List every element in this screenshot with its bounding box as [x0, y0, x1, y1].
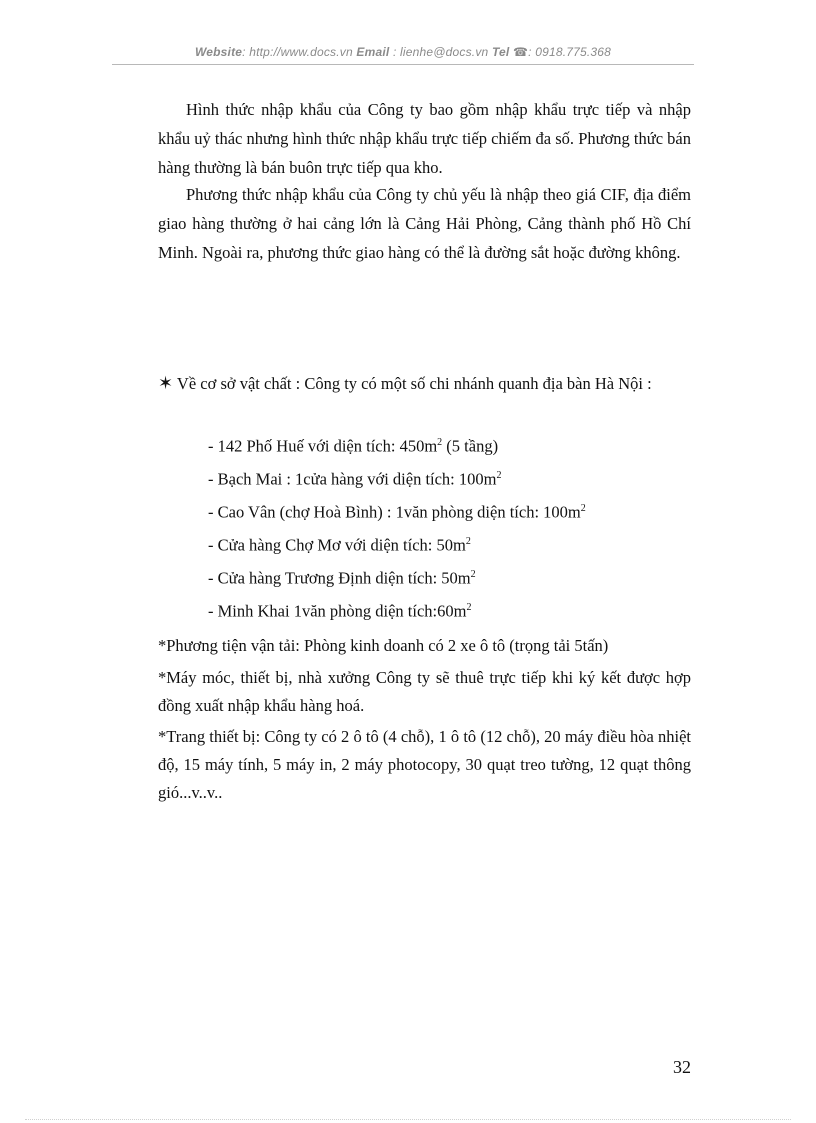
- facility-list: [208, 430, 586, 628]
- tel-label: Tel: [491, 45, 510, 59]
- phone-icon: ☎: [513, 45, 529, 59]
- list-item: - 142 Phố Huế với diện tích: $450m^2$ (5 tầng): [208, 436, 499, 456]
- website-label: Website: [194, 45, 243, 59]
- list-item: - Cao Vân (chợ Hoà Bình) : 1văn phòng diện tích: $100m^2$: [208, 502, 586, 522]
- tel-value: : 0918.775.368: [528, 45, 612, 59]
- header-divider: [112, 64, 694, 65]
- footer-divider: [25, 1119, 791, 1120]
- website-value[interactable]: : http://www.docs.vn: [242, 45, 353, 59]
- paragraph-import-methods: Phương thức nhập khẩu của Công ty chủ yếu là nhập theo giá CIF, địa điểm giao hàng thường ở hai cảng lớn là Cảng Hải Phòng, Cảng thành phố Hồ Chí Minh. Ngoài ra, phương thức giao hàng có thể là đường sắt hoặc đường không.: [158, 185, 691, 262]
- star-bullet-icon: ✶: [158, 373, 174, 393]
- note-machinery: *Máy móc, thiết bị, nhà xưởng Công ty sẽ thuê trực tiếp khi ký kết được hợp đồng xuất nhập khẩu hàng hoá.: [158, 668, 691, 715]
- page-number: 32: [673, 1057, 691, 1077]
- email-label: Email: [356, 45, 390, 59]
- paragraph-import-forms: Hình thức nhập khẩu của Công ty bao gồm nhập khẩu trực tiếp và nhập khẩu uỷ thác nhưng hình thức nhập khẩu trực tiếp chiếm đa số. Phương thức bán hàng thường là bán buôn trực tiếp qua kho.: [158, 100, 691, 177]
- list-item: - Minh Khai 1văn phòng diện $tích:60m^2$: [208, 601, 472, 621]
- list-item: - Cửa hàng Trương Định diện tích: $50m^2$: [208, 568, 476, 588]
- email-value[interactable]: : lienhe@docs.vn: [392, 45, 489, 59]
- list-item: - Bạch Mai : 1cửa hàng với diện tích: $100m^2$: [208, 469, 502, 489]
- list-item: - Cửa hàng Chợ Mơ với diện tích: $50m^2$: [208, 535, 471, 555]
- note-equipment: *Trang thiết bị: Công ty có 2 ô tô (4 chỗ), 1 ô tô (12 chỗ), 20 máy điều hòa nhiệt độ, 15 máy tính, 5 máy in, 2 máy photocopy, 30 quạt treo tường, 12 quạt thông gió...v..v..: [158, 727, 691, 802]
- note-transport: *Phương tiện vận tải: Phòng kinh doanh có 2 xe ô tô (trọng tải 5tấn): [158, 636, 609, 655]
- facilities-intro: [158, 368, 691, 399]
- page-header: [112, 45, 694, 59]
- facilities-intro-text: Về cơ sở vật chất : Công ty có một số chi nhánh quanh địa bàn Hà Nội :: [176, 374, 652, 393]
